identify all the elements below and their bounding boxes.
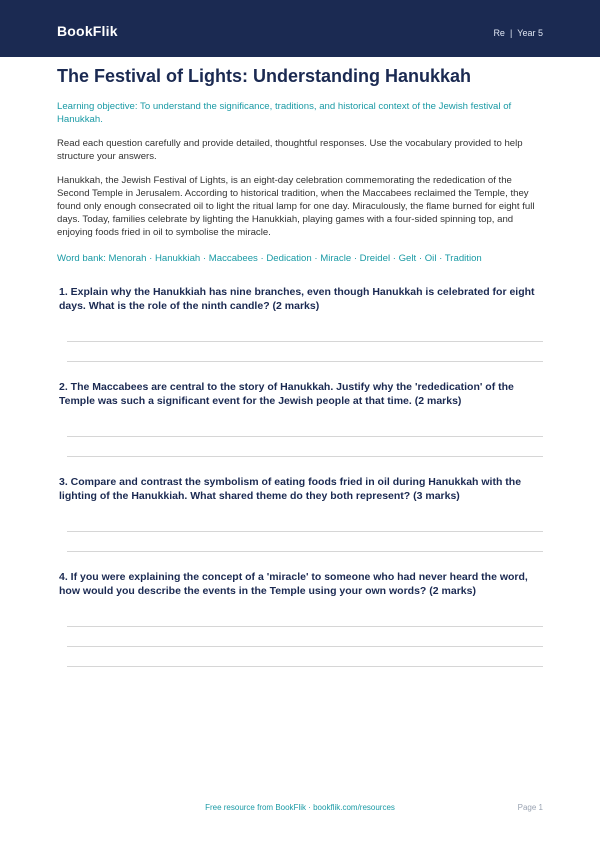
answer-line[interactable] bbox=[67, 551, 543, 552]
question-text: 4. If you were explaining the concept of a 'miracle' to someone who had never heard the word, how would you describe the events in the Temple using your own words? (2 marks) bbox=[59, 571, 528, 597]
answer-line[interactable] bbox=[67, 646, 543, 647]
question-1 bbox=[57, 285, 543, 362]
answer-lines[interactable] bbox=[57, 436, 543, 457]
worksheet-content bbox=[57, 64, 543, 667]
question-text: 2. The Maccabees are central to the story of Hanukkah. Justify why the 'rededication' of the Temple was such a significant event for the Jewish people at that time. (2 marks) bbox=[59, 381, 514, 407]
page-title: The Festival of Lights: Understanding Hanukkah bbox=[57, 66, 472, 86]
learning-objective: Learning objective: To understand the significance, traditions, and historical context of the Jewish festival of Hanukkah. bbox=[57, 101, 512, 125]
answer-line[interactable] bbox=[67, 456, 543, 457]
question-4 bbox=[57, 570, 543, 667]
reading-passage: Hanukkah, the Jewish Festival of Lights, is an eight-day celebration commemorating the rededication of the Second Temple in Jerusalem. According to historical tradition, when the Maccabees reclaimed the Temple, they found only enough consecrated oil to light the ritual lamp for one day. Miraculously, the flame burned for eight full days. Today, families celebrate by lighting the Hanukkiah, playing games with a four-sided spinning top, and enjoying foods fried in oil to symbolise the miracle. bbox=[57, 175, 535, 238]
answer-lines[interactable] bbox=[57, 341, 543, 362]
answer-line[interactable] bbox=[67, 361, 543, 362]
instructions: Read each question carefully and provide detailed, thoughtful responses. Use the vocabulary provided to help structure your answers. bbox=[57, 138, 523, 162]
page-number: Page 1 bbox=[517, 803, 543, 812]
answer-line[interactable] bbox=[67, 666, 543, 667]
question-3 bbox=[57, 475, 543, 552]
question-text: 1. Explain why the Hanukkiah has nine branches, even though Hanukkah is celebrated for eight days. What is the role of the ninth candle? (2 marks) bbox=[59, 286, 535, 312]
answer-lines[interactable] bbox=[57, 626, 543, 667]
word-bank: Word bank: Menorah · Hanukkiah · Maccabees · Dedication · Miracle · Dreidel · Gelt · Oil · Tradition bbox=[57, 253, 482, 264]
page-header bbox=[0, 0, 600, 57]
subject-label: Re bbox=[493, 28, 505, 38]
question-text: 3. Compare and contrast the symbolism of eating foods fried in oil during Hanukkah with the lighting of the Hanukkiah. What shared theme do they both represent? (3 marks) bbox=[59, 476, 522, 502]
page-footer bbox=[0, 803, 600, 815]
answer-line[interactable] bbox=[67, 531, 543, 532]
separator: | bbox=[509, 28, 513, 38]
answer-line[interactable] bbox=[67, 341, 543, 342]
question-2 bbox=[57, 380, 543, 457]
year-label: Year 5 bbox=[517, 28, 543, 38]
answer-lines[interactable] bbox=[57, 531, 543, 552]
footer-source-link[interactable]: Free resource from BookFlik · bookflik.com/resources bbox=[205, 803, 395, 812]
answer-line[interactable] bbox=[67, 436, 543, 437]
brand-logo-text: BookFlik bbox=[57, 23, 118, 39]
subject-year bbox=[493, 28, 543, 38]
answer-line[interactable] bbox=[67, 626, 543, 627]
